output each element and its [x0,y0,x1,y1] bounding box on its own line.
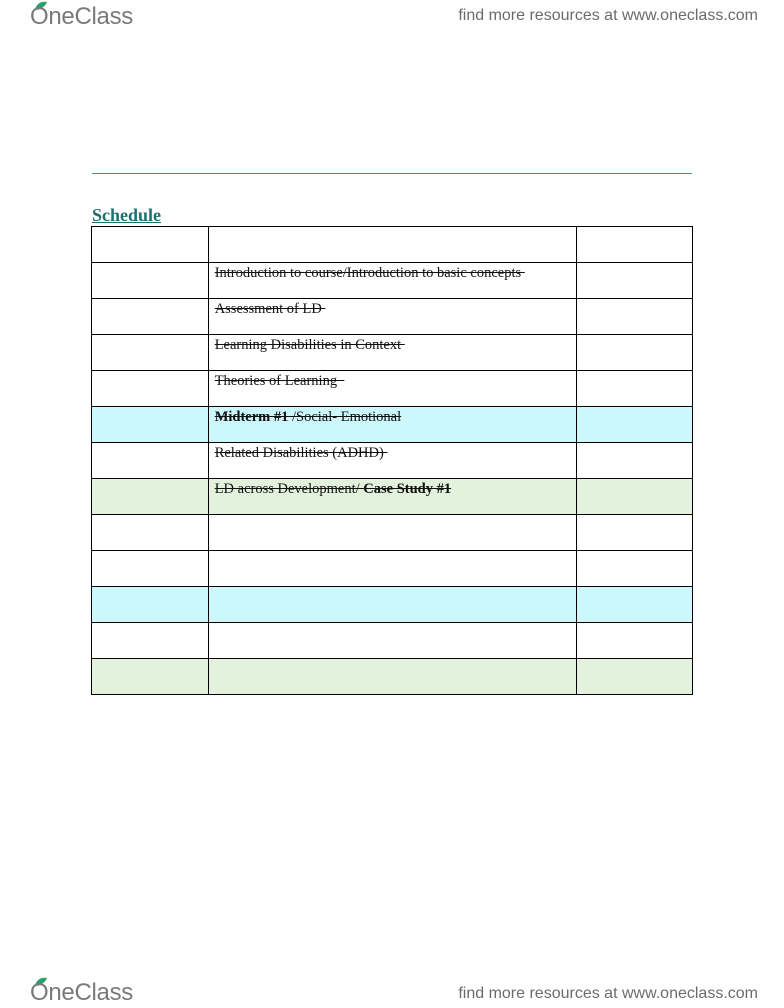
reading-cell [577,335,693,371]
topic-label: LD across Development/ [214,481,364,497]
table-row [92,335,693,371]
topic-cell [208,227,577,263]
topic-text [215,371,345,390]
reading-cell [577,551,693,587]
date-cell [92,407,209,443]
topic-label: Related Disabilities (ADHD) [214,445,388,461]
reading-cell [577,587,693,623]
date-cell [92,515,209,551]
topic-cell [208,299,577,335]
date-cell [92,443,209,479]
topic-cell [208,551,577,587]
header-divider [92,173,692,174]
topic-cell [208,371,577,407]
date-cell [92,659,209,695]
table-row [92,623,693,659]
schedule-table [91,226,693,695]
topic-bold: Case Study #1 [363,481,452,497]
table-row [92,479,693,515]
topic-text [215,407,401,426]
topic-cell [208,335,577,371]
table-row [92,371,693,407]
reading-cell [577,443,693,479]
date-cell [92,371,209,407]
reading-cell [577,227,693,263]
date-cell [92,587,209,623]
table-row [92,515,693,551]
resources-link-top[interactable]: find more resources at www.oneclass.com [458,7,758,24]
topic-label: /Social- Emotional [288,409,402,425]
reading-cell [577,659,693,695]
date-cell [92,623,209,659]
date-cell [92,263,209,299]
reading-cell [577,623,693,659]
topic-bold: Midterm #1 [214,409,289,425]
date-cell [92,299,209,335]
brand-name: OneClass [30,979,133,1006]
table-row [92,659,693,695]
brand-name: OneClass [30,3,133,30]
topic-label: Assessment of LD [214,301,326,317]
topic-text [215,443,388,462]
table-row [92,299,693,335]
reading-cell [577,371,693,407]
topic-label: Learning Disabilities in Context [214,337,405,353]
date-cell [92,551,209,587]
date-cell [92,479,209,515]
table-row [92,263,693,299]
topic-cell [208,623,577,659]
date-cell [92,227,209,263]
topic-text [215,335,405,354]
topic-text [215,263,525,282]
table-row [92,407,693,443]
table-row [92,443,693,479]
table-row [92,551,693,587]
table-row [92,587,693,623]
resources-link-bottom[interactable]: find more resources at www.oneclass.com [458,985,758,1002]
table-row [92,227,693,263]
topic-cell [208,515,577,551]
reading-cell [577,479,693,515]
reading-cell [577,515,693,551]
topic-text [215,299,326,318]
topic-text [215,479,451,498]
topic-label: Theories of Learning [214,373,345,389]
topic-label: Introduction to course/Introduction to basic concepts [214,265,525,281]
date-cell [92,335,209,371]
reading-cell [577,299,693,335]
topic-cell [208,659,577,695]
topic-cell [208,479,577,515]
reading-cell [577,407,693,443]
topic-cell [208,407,577,443]
topic-cell [208,443,577,479]
schedule-heading: Schedule [92,205,162,225]
topic-cell [208,263,577,299]
topic-cell [208,587,577,623]
reading-cell [577,263,693,299]
